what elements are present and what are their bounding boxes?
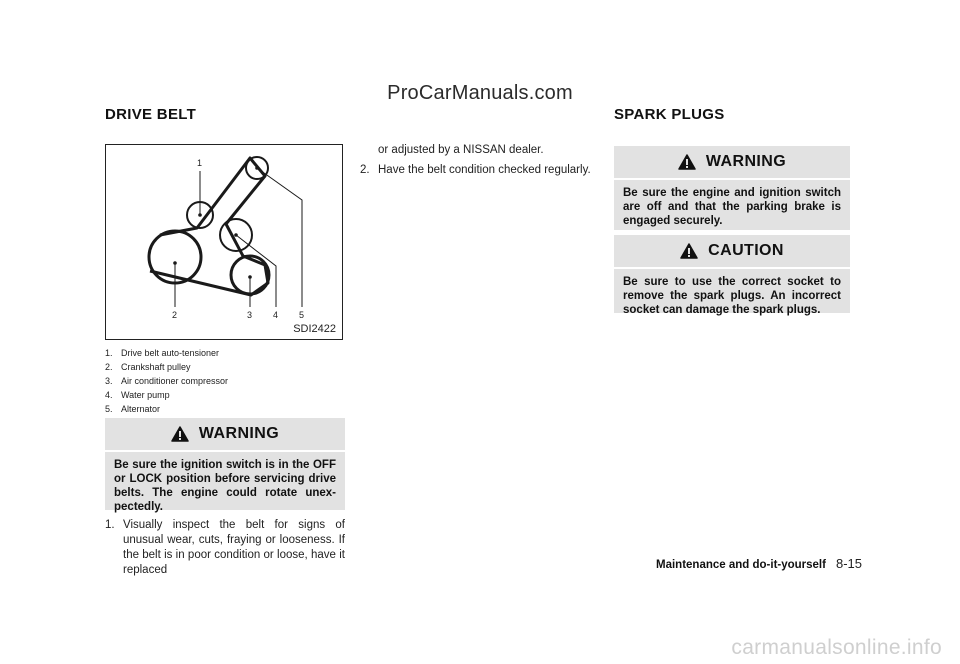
caution-header [614,235,850,269]
warning-label: WARNING [705,153,787,170]
step-item: 1. Visually inspect the belt for signs of unusual wear, cuts, fraying or looseness. If the belt is in poor condition or loose, have it replaced [105,519,345,576]
drive-belt-diagram [105,144,343,340]
callout-5: 5 [299,310,305,320]
warning-header [614,146,850,180]
callout-2: 2 [172,310,178,320]
step-item: 2. Have the belt condition checked regularly. [360,164,591,176]
footer-section: Maintenance and do-it-yourself [656,559,826,571]
warning-label: WARNING [198,425,280,442]
drive-belt-title: DRIVE BELT [105,106,197,123]
legend-item: 1. Drive belt auto-tensioner [105,348,220,358]
callout-3: 3 [247,310,253,320]
warning-text: Be sure the ignition switch is in the OFF or LOCK position before servicing drive belts. The engine could rotate unex-pectedly. [114,459,336,513]
callout-4: 4 [273,310,279,320]
legend-item: 4. Water pump [105,390,170,400]
warning-triangle-icon [678,154,696,170]
caution-text: Be sure to use the correct socket to remove the spark plugs. An incorrect socket can damage the spark plugs. [623,276,841,316]
drive-belt-steps-continued [360,143,592,178]
spark-plugs-caution-box [614,235,850,316]
watermark-top: ProCarManuals.com [387,82,573,104]
step-item: or adjusted by a NISSAN dealer. [378,144,544,156]
page-footer [656,556,862,571]
page-number: 8-15 [835,556,862,571]
watermark-bottom: carmanualsonline.info [731,636,942,659]
warning-text: Be sure the engine and ignition switch are off and that the parking brake is engaged securely. [623,187,841,227]
legend-item: 5. Alternator [105,404,161,414]
warning-triangle-icon [171,426,189,442]
caution-triangle-icon [680,243,698,259]
spark-plugs-warning-box [614,146,850,230]
drive-belt-illustration [106,145,344,341]
figure-code: SDI2422 [293,323,336,335]
figure-legend [105,346,345,416]
spark-plugs-title: SPARK PLUGS [614,106,725,123]
caution-label: CAUTION [708,242,784,259]
drive-belt-steps [105,518,345,578]
legend-item: 3. Air conditioner compressor [105,376,229,386]
legend-item: 2. Crankshaft pulley [105,362,191,372]
callout-1: 1 [197,158,203,168]
drive-belt-warning-box [105,418,345,513]
warning-header [105,418,345,452]
